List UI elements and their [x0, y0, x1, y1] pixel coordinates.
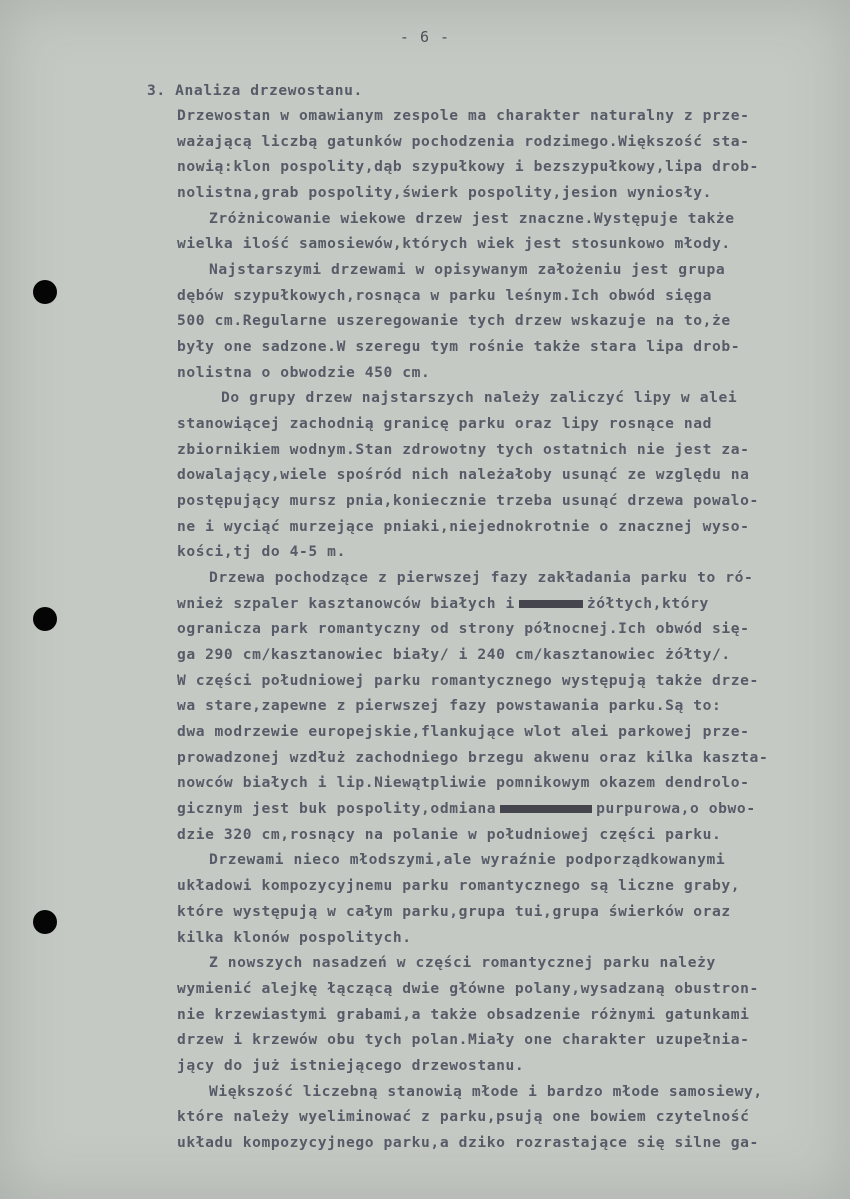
text-line: wielka ilość samosiewów,których wiek jest stosunkowo młody. [177, 235, 731, 253]
text-fragment: gicznym jest buk pospolity,odmiana [177, 800, 497, 818]
text-line: dowalający,wiele spośród nich należałoby usunąć ze względu na [177, 466, 750, 484]
text-line: ważającą liczbą gatunków pochodzenia rodzimego.Większość sta- [177, 132, 750, 150]
crossed-out-word [500, 805, 592, 813]
text-line: były one sadzone.W szeregu tym rośnie także stara lipa drob- [177, 338, 741, 356]
text-line: dwa modrzewie europejskie,flankujące wlot alei parkowej prze- [177, 723, 750, 741]
text-line: prowadzonej wzdłuż zachodniego brzegu akwenu oraz kilka kaszta- [177, 748, 769, 766]
text-line: układowi kompozycyjnemu parku romantycznego są liczne graby, [177, 877, 741, 895]
text-line: kilka klonów pospolitych. [177, 928, 412, 946]
typewritten-body [147, 78, 827, 1156]
text-line: Drzewostan w omawianym zespole ma charakter naturalny z prze- [177, 107, 750, 124]
text-line: Drzewami nieco młodszymi,ale wyraźnie podporządkowanymi [209, 851, 726, 869]
section-heading: 3. Analiza drzewostanu. [147, 82, 363, 99]
text-line: ga 290 cm/kasztanowiec biały/ i 240 cm/kasztanowiec żółty/. [177, 646, 731, 664]
text-line: wa stare,zapewne z pierwszej fazy powstawania parku.Są to: [177, 697, 722, 715]
text-line: Drzewa pochodzące z pierwszej fazy zakładania parku to ró- [209, 569, 754, 587]
text-line: nolistna o obwodzie 450 cm. [177, 363, 431, 381]
text-line: wymienić alejkę łączącą dwie główne polany,wysadzaną obustron- [177, 979, 759, 997]
text-line: 500 cm.Regularne uszeregowanie tych drzew wskazuje na to,że [177, 312, 731, 330]
text-line: układu kompozycyjnego parku,a dziko rozrastające się silne ga- [177, 1133, 759, 1151]
text-line: które występują w całym parku,grupa tui,grupa świerków oraz [177, 902, 731, 920]
text-line: Do grupy drzew najstarszych należy zaliczyć lipy w alei [221, 389, 738, 407]
crossed-out-word [519, 600, 583, 608]
text-line: postępujący mursz pnia,koniecznie trzeba usunąć drzewa powalo- [177, 492, 759, 510]
text-fragment: wnież szpaler kasztanowców białych i [177, 594, 515, 612]
text-line: ne i wyciąć murzejące pniaki,niejednokrotnie o znacznej wyso- [177, 517, 750, 535]
text-fragment: żółtych,który [586, 594, 709, 612]
text-line: dzie 320 cm,rosnący na polanie w południowej części parku. [177, 825, 722, 843]
text-line-with-strikeout [147, 796, 827, 822]
text-line: stanowiącej zachodnią granicę parku oraz lipy rosnące nad [177, 415, 713, 433]
text-line: Większość liczebną stanowią młode i bardzo młode samosiewy, [209, 1082, 763, 1100]
text-line: jący do już istniejącego drzewostanu. [177, 1056, 525, 1074]
punch-hole-top [33, 280, 57, 304]
text-line: kości,tj do 4-5 m. [177, 543, 346, 561]
text-line: nowców białych i lip.Niewątpliwie pomnikowym okazem dendrolo- [177, 774, 750, 792]
text-line: Z nowszych nasadzeń w części romantycznej parku należy [209, 954, 716, 972]
text-line-with-strikeout [147, 591, 827, 617]
text-line: Zróżnicowanie wiekowe drzew jest znaczne.Występuje także [209, 209, 735, 227]
text-line: dębów szypułkowych,rosnąca w parku leśnym.Ich obwód sięga [177, 286, 713, 304]
text-line: nolistna,grab pospolity,świerk pospolity,jesion wyniosły. [177, 184, 713, 202]
punch-hole-middle [33, 607, 57, 631]
text-line: ogranicza park romantyczny od strony północnej.Ich obwód się- [177, 620, 750, 638]
page-number: - 6 - [399, 28, 451, 46]
text-line: nie krzewiastymi grabami,a także obsadzenie różnymi gatunkami [177, 1005, 750, 1023]
text-line: Najstarszymi drzewami w opisywanym założeniu jest grupa [209, 261, 726, 279]
text-line: W części południowej parku romantycznego występują także drze- [177, 671, 759, 689]
text-line: nowią:klon pospolity,dąb szypułkowy i bezszypułkowy,lipa drob- [177, 158, 759, 176]
text-line: zbiornikiem wodnym.Stan zdrowotny tych ostatnich nie jest za- [177, 440, 750, 458]
text-line: drzew i krzewów obu tych polan.Miały one charakter uzupełnia- [177, 1031, 750, 1049]
punch-hole-bottom [33, 910, 57, 934]
text-fragment: purpurowa,o obwo- [596, 800, 756, 818]
text-line: które należy wyeliminować z parku,psują one bowiem czytelność [177, 1108, 750, 1126]
